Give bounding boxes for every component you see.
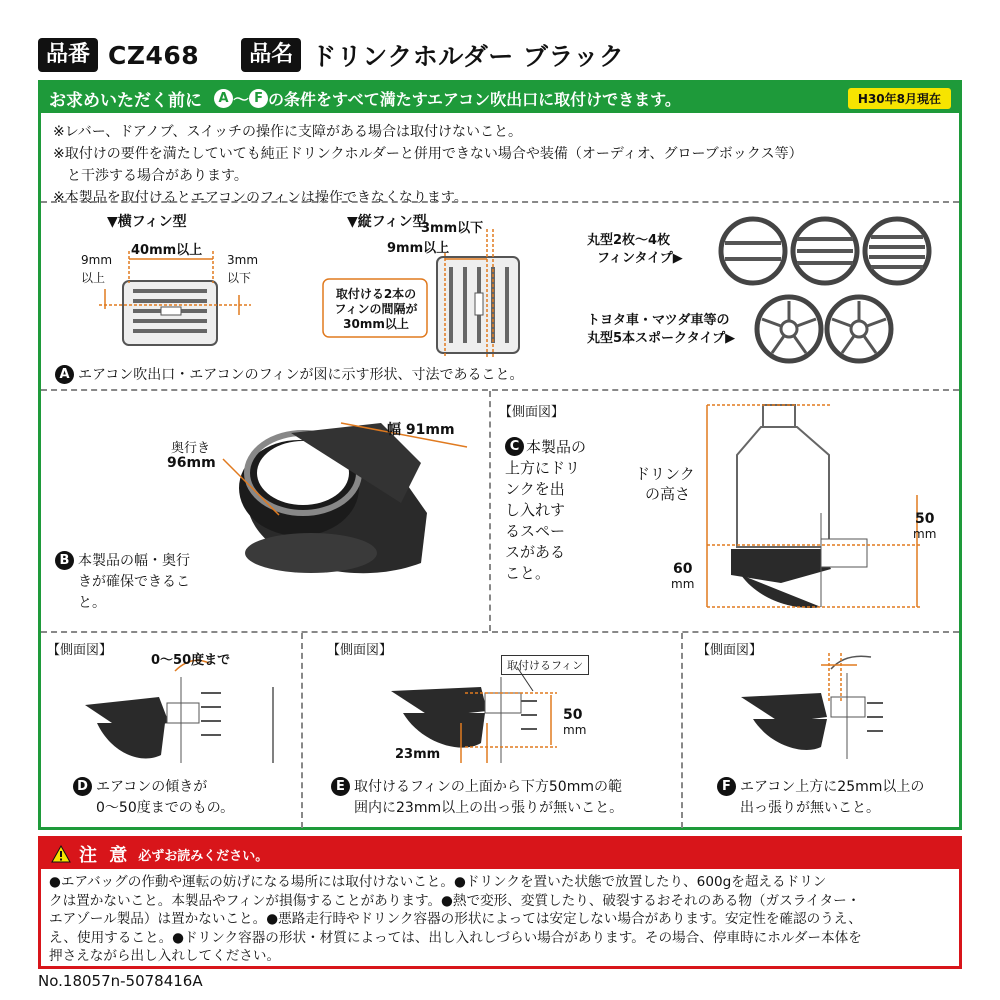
letter-a-icon: A: [55, 365, 74, 384]
part-number: CZ468: [108, 40, 200, 70]
divider: [681, 633, 683, 828]
header: [38, 36, 624, 74]
side-view-label: 【側面図】: [47, 643, 113, 658]
divider: [41, 631, 959, 633]
holder-illustration: [239, 423, 427, 573]
angle-label: 0〜50度まで: [151, 653, 231, 668]
letter-f-icon: F: [717, 777, 736, 796]
spoke-label-1: トヨタ車・マツダ車等の: [587, 313, 730, 328]
dim-50-label: 50: [915, 511, 935, 527]
caption-b: B 本製品の幅・奥行 きが確保できるこ と。: [55, 551, 190, 614]
h-width-label: 40mm以上: [131, 243, 203, 258]
dim-23-label: 23mm: [395, 747, 441, 762]
side-view-label: 【側面図】: [327, 643, 393, 658]
side-view-label: 【側面図】: [499, 405, 565, 420]
note-line: ※本製品を取付けるとエアコンのフィンは操作できなくなります。: [53, 190, 468, 206]
caution-title: 注 意: [79, 845, 131, 866]
round-fin-label-1: 丸型2枚〜4枚: [587, 233, 671, 248]
dim-50-label: 50: [563, 707, 583, 723]
requirements-title: お求めいただく前に: [49, 90, 202, 111]
v-top-label: 3mm以下: [421, 221, 484, 236]
requirements-text: の条件をすべて満たすエアコン吹出口に取付けできます。: [268, 89, 681, 109]
product-name-tag: 品名: [241, 38, 301, 72]
vertical-fin-title: ▼縦フィン型: [347, 214, 427, 230]
caution-subtitle: 必ずお読みください。: [138, 848, 269, 864]
divider: [489, 391, 491, 631]
letter-f-icon: F: [249, 89, 268, 108]
side-view-label: 【側面図】: [697, 643, 763, 658]
caption-f: F エアコン上方に25mm以上の 出っ張りが無いこと。: [717, 777, 924, 819]
requirements-frame: [38, 80, 962, 830]
dim-60-unit: mm: [671, 577, 695, 591]
dim-50-unit: mm: [563, 723, 587, 737]
caption-e: E 取付けるフィンの上面から下方50mmの範 囲内に23mm以上の出っ張りが無いこと。: [331, 777, 623, 819]
spoke-label-2: 丸型5本スポークタイプ▶: [587, 331, 736, 346]
range-separator: 〜: [233, 89, 250, 109]
caption-c: C 本製品の 上方にドリ ンクを出 し入れす るスペー スがある こと。: [505, 438, 587, 582]
part-number-tag: 品番: [38, 38, 98, 72]
letter-a-icon: A: [214, 89, 233, 108]
dim-60-label: 60: [673, 561, 693, 577]
depth-label-1: 奥行き: [171, 441, 211, 456]
letter-b-icon: B: [55, 551, 74, 570]
caption-d: D エアコンの傾きが 0〜50度までのもの。: [73, 777, 234, 819]
drink-height-label-2: の高さ: [645, 485, 691, 503]
divider: [41, 389, 959, 391]
warning-icon: [51, 845, 71, 863]
caution-box: [38, 836, 962, 969]
h-right-label-2: 以下: [227, 271, 252, 285]
fin-label: 取付けるフィン: [501, 655, 589, 675]
horizontal-fin-title: ▼横フィン型: [107, 214, 187, 230]
note-line: と干渉する場合があります。: [53, 168, 248, 184]
v-mid-label: 9mm以上: [387, 241, 450, 256]
bottle-illustration: [731, 405, 867, 608]
letter-c-icon: C: [505, 437, 524, 456]
width-label: 幅 91mm: [387, 422, 455, 438]
date-badge: H30年8月現在: [848, 88, 951, 109]
document-number: No.18057n-5078416A: [38, 972, 203, 990]
depth-label-2: 96mm: [167, 455, 216, 471]
angle-illustration: [85, 677, 273, 763]
h-left-label-2: 以上: [81, 271, 106, 285]
h-left-label-1: 9mm: [81, 253, 113, 267]
h-right-label-1: 3mm: [227, 253, 259, 267]
v-box-label: 取付ける2本の フィンの間隔が 30mm以上: [334, 287, 418, 331]
drink-height-label-1: ドリンク: [635, 465, 695, 483]
upper-space-illustration: [741, 656, 883, 759]
dim-50-unit: mm: [913, 527, 937, 541]
letter-e-icon: E: [331, 777, 350, 796]
product-name: ドリンクホルダー ブラック: [311, 42, 625, 71]
note-line: ※レバー、ドアノブ、スイッチの操作に支障がある場合は取付けないこと。: [53, 124, 522, 140]
divider: [301, 633, 303, 828]
caption-a: A エアコン吹出口・エアコンのフィンが図に示す形状、寸法であること。: [55, 365, 523, 386]
letter-d-icon: D: [73, 777, 92, 796]
caution-text: ●エアバッグの作動や運転の妨げになる場所には取付けないこと。●ドリンクを置いた状態で放置したり、600gを超えるドリン クは置かないこと。本製品やフィンが損傷することがあります。●熱で変形、変質したり、破裂するおそれのある物（ガスライター・ エアゾール製品）は置かないこと。●悪路走行時やドリンク容器の形状によっては安定しない場合があります。安定性を確認のうえ、 え、使用すること。●ドリンク容器の形状・材質によっては、出し入れしづらい場合があります。その場合、停車時にホルダー本体を 押さえながら出し入れしてください。: [49, 874, 862, 964]
note-line: ※取付けの要件を満たしていても純正ドリンクホルダーと併用できない場合や装備（オーディオ、グローブボックス等）: [53, 146, 803, 162]
caution-bar: [41, 839, 959, 869]
round-fin-label-2: フィンタイプ▶: [597, 251, 683, 266]
